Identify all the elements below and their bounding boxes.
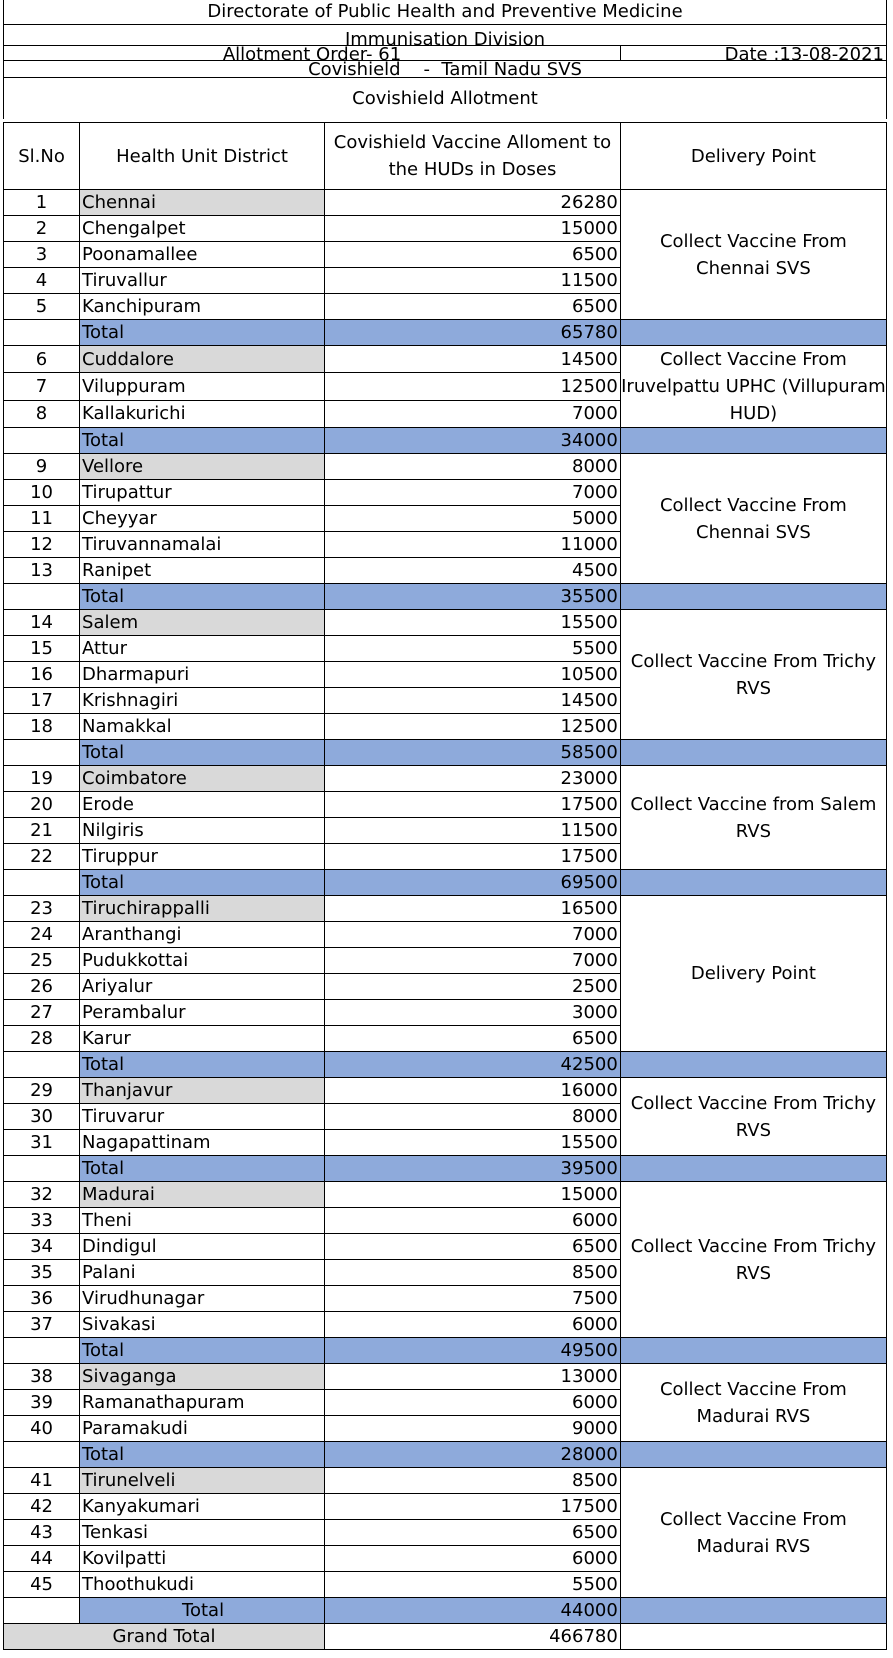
row-district-name: Tiruvannamalai [80,532,325,558]
group-total-row [4,1052,887,1078]
row-sl-number: 5 [4,294,80,320]
row-district-name: Attur [80,636,325,662]
row-doses: 6500 [325,1234,621,1260]
col-header-sl: Sl.No [4,123,80,190]
total-sl-blank [4,320,80,346]
row-district-name: Karur [80,1026,325,1052]
table-row [4,1182,887,1208]
row-sl-number: 9 [4,454,80,480]
row-district-name: Kanchipuram [80,294,325,320]
row-sl-number: 36 [4,1286,80,1312]
row-doses: 4500 [325,558,621,584]
row-doses: 2500 [325,974,621,1000]
row-district-name: Tirunelveli [80,1468,325,1494]
total-label: Total [80,428,325,454]
row-doses: 17500 [325,1494,621,1520]
row-sl-number: 45 [4,1572,80,1598]
total-sl-blank [4,428,80,454]
total-doses: 65780 [325,320,621,346]
row-doses: 5000 [325,506,621,532]
group-delivery-point: Collect Vaccine From Trichy RVS [620,1182,886,1338]
group-delivery-point: Collect Vaccine From Chennai SVS [620,454,886,584]
row-sl-number: 19 [4,766,80,792]
row-sl-number: 39 [4,1390,80,1416]
row-district-name: Thanjavur [80,1078,325,1104]
row-doses: 6000 [325,1208,621,1234]
row-sl-number: 21 [4,818,80,844]
row-district-name: Ranipet [80,558,325,584]
row-doses: 6500 [325,294,621,320]
row-district-name: Pudukkottai [80,948,325,974]
row-doses: 15000 [325,216,621,242]
group-delivery-point: Collect Vaccine from Salem RVS [620,766,886,870]
row-sl-number: 25 [4,948,80,974]
vaccine-svs-title: Covishield - Tamil Nadu SVS [4,61,886,78]
table-header-row [4,123,887,190]
division-title: Immunisation Division [4,25,886,46]
row-sl-number: 2 [4,216,80,242]
row-doses: 5500 [325,1572,621,1598]
row-sl-number: 33 [4,1208,80,1234]
row-district-name: Salem [80,610,325,636]
group-delivery-point: Collect Vaccine From Iruvelpattu UPHC (Villupuram HUD) [620,346,886,428]
row-district-name: Tiruppur [80,844,325,870]
row-sl-number: 27 [4,1000,80,1026]
row-district-name: Erode [80,792,325,818]
row-sl-number: 28 [4,1026,80,1052]
row-district-name: Dindigul [80,1234,325,1260]
row-doses: 6000 [325,1312,621,1338]
row-sl-number: 8 [4,400,80,427]
total-label: Total [80,740,325,766]
row-doses: 12500 [325,714,621,740]
row-doses: 16500 [325,896,621,922]
grand-total-delivery-blank [620,1624,886,1650]
row-sl-number: 7 [4,373,80,400]
group-total-row [4,428,887,454]
row-sl-number: 29 [4,1078,80,1104]
table-row [4,896,887,922]
row-district-name: Cuddalore [80,346,325,373]
row-sl-number: 18 [4,714,80,740]
row-doses: 5500 [325,636,621,662]
row-doses: 11500 [325,818,621,844]
row-doses: 7000 [325,400,621,427]
row-district-name: Coimbatore [80,766,325,792]
row-district-name: Sivaganga [80,1364,325,1390]
row-district-name: Palani [80,1260,325,1286]
group-delivery-point: Collect Vaccine From Chennai SVS [620,190,886,320]
group-total-row [4,870,887,896]
row-sl-number: 20 [4,792,80,818]
allotment-table [3,122,887,1650]
row-sl-number: 38 [4,1364,80,1390]
row-doses: 7500 [325,1286,621,1312]
row-district-name: Nilgiris [80,818,325,844]
row-doses: 6000 [325,1546,621,1572]
row-sl-number: 6 [4,346,80,373]
total-label: Total [80,1598,325,1624]
row-district-name: Ariyalur [80,974,325,1000]
row-district-name: Kovilpatti [80,1546,325,1572]
group-total-row [4,584,887,610]
row-doses: 8000 [325,1104,621,1130]
row-district-name: Poonamallee [80,242,325,268]
col-header-doses: Covishield Vaccine Alloment to the HUDs in Doses [325,123,621,190]
row-sl-number: 24 [4,922,80,948]
group-delivery-point: Collect Vaccine From Madurai RVS [620,1364,886,1442]
group-delivery-point: Collect Vaccine From Trichy RVS [620,1078,886,1156]
row-sl-number: 35 [4,1260,80,1286]
row-doses: 7000 [325,948,621,974]
group-total-row [4,1598,887,1624]
total-label: Total [80,1338,325,1364]
total-delivery-blank [620,740,886,766]
total-sl-blank [4,740,80,766]
total-doses: 35500 [325,584,621,610]
table-row [4,766,887,792]
table-row [4,610,887,636]
row-doses: 8500 [325,1468,621,1494]
row-doses: 6000 [325,1390,621,1416]
row-doses: 14500 [325,346,621,373]
order-date: Date :13-08-2021 [724,46,884,61]
row-sl-number: 17 [4,688,80,714]
row-doses: 8000 [325,454,621,480]
col-header-delivery: Delivery Point [620,123,886,190]
table-row [4,454,887,480]
row-doses: 7000 [325,922,621,948]
table-row [4,1468,887,1494]
row-sl-number: 11 [4,506,80,532]
row-district-name: Cheyyar [80,506,325,532]
grand-total-doses: 466780 [325,1624,621,1650]
row-sl-number: 31 [4,1130,80,1156]
row-district-name: Namakkal [80,714,325,740]
row-district-name: Tiruchirappalli [80,896,325,922]
row-district-name: Nagapattinam [80,1130,325,1156]
row-doses: 11500 [325,268,621,294]
total-delivery-blank [620,1338,886,1364]
row-sl-number: 15 [4,636,80,662]
row-district-name: Aranthangi [80,922,325,948]
row-doses: 14500 [325,688,621,714]
row-doses: 10500 [325,662,621,688]
total-delivery-blank [620,584,886,610]
row-doses: 17500 [325,844,621,870]
total-label: Total [80,1156,325,1182]
row-district-name: Paramakudi [80,1416,325,1442]
total-delivery-blank [620,1442,886,1468]
row-sl-number: 43 [4,1520,80,1546]
total-doses: 34000 [325,428,621,454]
row-district-name: Tiruvallur [80,268,325,294]
grand-total-label: Grand Total [4,1624,325,1650]
total-doses: 58500 [325,740,621,766]
row-doses: 7000 [325,480,621,506]
row-sl-number: 3 [4,242,80,268]
row-district-name: Madurai [80,1182,325,1208]
total-label: Total [80,1052,325,1078]
row-district-name: Virudhunagar [80,1286,325,1312]
row-district-name: Thoothukudi [80,1572,325,1598]
row-sl-number: 14 [4,610,80,636]
table-row [4,1078,887,1104]
row-district-name: Tirupattur [80,480,325,506]
total-doses: 69500 [325,870,621,896]
row-sl-number: 13 [4,558,80,584]
row-sl-number: 41 [4,1468,80,1494]
row-doses: 26280 [325,190,621,216]
row-sl-number: 32 [4,1182,80,1208]
row-doses: 8500 [325,1260,621,1286]
row-sl-number: 1 [4,190,80,216]
total-sl-blank [4,1598,80,1624]
allotment-title: Covishield Allotment [352,88,538,109]
row-doses: 16000 [325,1078,621,1104]
row-sl-number: 4 [4,268,80,294]
total-doses: 28000 [325,1442,621,1468]
group-delivery-point: Delivery Point [620,896,886,1052]
table-row [4,1364,887,1390]
total-sl-blank [4,1338,80,1364]
row-doses: 15000 [325,1182,621,1208]
row-doses: 6500 [325,1026,621,1052]
total-sl-blank [4,1156,80,1182]
row-district-name: Ramanathapuram [80,1390,325,1416]
allotment-order: Allotment Order- 61 [4,46,621,60]
row-sl-number: 10 [4,480,80,506]
total-delivery-blank [620,870,886,896]
group-delivery-point: Collect Vaccine From Madurai RVS [620,1468,886,1598]
total-label: Total [80,584,325,610]
row-sl-number: 22 [4,844,80,870]
total-delivery-blank [620,1598,886,1624]
total-doses: 39500 [325,1156,621,1182]
row-doses: 6500 [325,242,621,268]
row-district-name: Chengalpet [80,216,325,242]
row-sl-number: 26 [4,974,80,1000]
grand-total-row [4,1624,887,1650]
document-title: Directorate of Public Health and Preventive Medicine [4,0,886,25]
order-row [4,46,886,61]
total-sl-blank [4,584,80,610]
row-doses: 12500 [325,373,621,400]
total-label: Total [80,1442,325,1468]
row-district-name: Vellore [80,454,325,480]
group-total-row [4,1442,887,1468]
row-district-name: Kallakurichi [80,400,325,427]
row-district-name: Sivakasi [80,1312,325,1338]
table-row [4,346,887,373]
row-district-name: Dharmapuri [80,662,325,688]
total-label: Total [80,320,325,346]
row-sl-number: 34 [4,1234,80,1260]
row-doses: 6500 [325,1520,621,1546]
row-district-name: Theni [80,1208,325,1234]
row-sl-number: 23 [4,896,80,922]
row-sl-number: 40 [4,1416,80,1442]
total-delivery-blank [620,320,886,346]
total-delivery-blank [620,1052,886,1078]
total-label: Total [80,870,325,896]
row-doses: 15500 [325,1130,621,1156]
group-delivery-point: Collect Vaccine From Trichy RVS [620,610,886,740]
row-sl-number: 16 [4,662,80,688]
row-district-name: Kanyakumari [80,1494,325,1520]
total-sl-blank [4,1052,80,1078]
row-sl-number: 37 [4,1312,80,1338]
total-doses: 49500 [325,1338,621,1364]
row-doses: 23000 [325,766,621,792]
total-sl-blank [4,1442,80,1468]
row-sl-number: 42 [4,1494,80,1520]
total-delivery-blank [620,428,886,454]
total-doses: 42500 [325,1052,621,1078]
row-doses: 15500 [325,610,621,636]
row-district-name: Tiruvarur [80,1104,325,1130]
row-district-name: Perambalur [80,1000,325,1026]
row-sl-number: 30 [4,1104,80,1130]
row-doses: 3000 [325,1000,621,1026]
row-doses: 9000 [325,1416,621,1442]
row-district-name: Tenkasi [80,1520,325,1546]
group-total-row [4,740,887,766]
row-sl-number: 12 [4,532,80,558]
total-doses: 44000 [325,1598,621,1624]
total-sl-blank [4,870,80,896]
group-total-row [4,1338,887,1364]
allotment-sheet [3,0,887,119]
row-sl-number: 44 [4,1546,80,1572]
total-delivery-blank [620,1156,886,1182]
row-doses: 17500 [325,792,621,818]
row-district-name: Chennai [80,190,325,216]
col-header-district: Health Unit District [80,123,325,190]
table-row [4,190,887,216]
row-doses: 13000 [325,1364,621,1390]
row-district-name: Viluppuram [80,373,325,400]
group-total-row [4,320,887,346]
row-doses: 11000 [325,532,621,558]
group-total-row [4,1156,887,1182]
row-district-name: Krishnagiri [80,688,325,714]
